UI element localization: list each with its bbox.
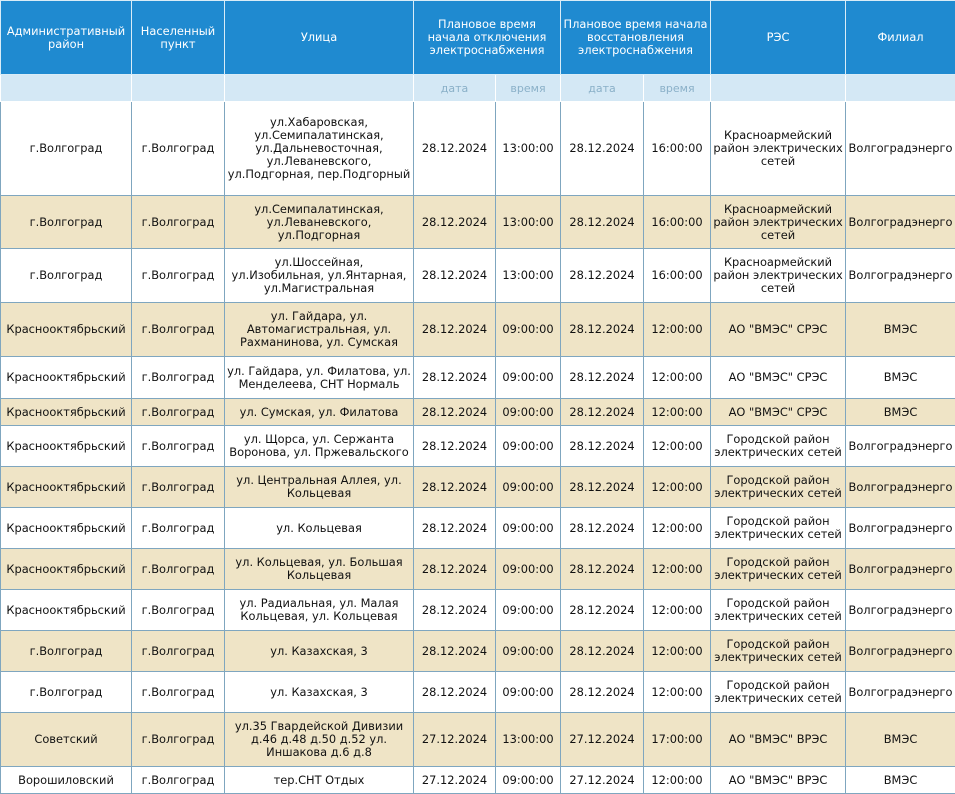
header-locality: Населенный пункт (132, 1, 225, 75)
subheader-empty (132, 75, 225, 102)
cell-on-date: 28.12.2024 (561, 303, 644, 357)
cell-street: ул. Щорса, ул. Сержанта Воронова, ул. Пржевальского (225, 426, 414, 467)
cell-off-date: 28.12.2024 (414, 590, 496, 631)
cell-on-date: 28.12.2024 (561, 672, 644, 713)
table-row (1, 508, 955, 549)
cell-district: Краснооктябрьский (1, 399, 132, 426)
cell-on-time: 12:00:00 (644, 303, 711, 357)
cell-street: тер.СНТ Отдых (225, 767, 414, 794)
cell-res: Городской район электрических сетей (711, 508, 846, 549)
cell-street: ул.Хабаровская, ул.Семипалатинская, ул.Дальневосточная, ул.Леваневского, ул.Подгорная, пер.Подгорный (225, 102, 414, 196)
cell-branch: Волгоградэнерго (846, 549, 955, 590)
cell-off-time: 09:00:00 (496, 303, 561, 357)
cell-on-time: 12:00:00 (644, 549, 711, 590)
cell-branch: Волгоградэнерго (846, 467, 955, 508)
header-res: РЭС (711, 1, 846, 75)
cell-on-time: 12:00:00 (644, 672, 711, 713)
cell-off-date: 28.12.2024 (414, 196, 496, 249)
header-district: Административный район (1, 1, 132, 75)
cell-res: Городской район электрических сетей (711, 467, 846, 508)
cell-locality: г.Волгоград (132, 102, 225, 196)
cell-res: Красноармейский район электрических сетей (711, 102, 846, 196)
cell-off-date: 28.12.2024 (414, 467, 496, 508)
cell-off-date: 28.12.2024 (414, 631, 496, 672)
cell-off-date: 28.12.2024 (414, 303, 496, 357)
cell-locality: г.Волгоград (132, 249, 225, 303)
table-row (1, 399, 955, 426)
cell-on-date: 28.12.2024 (561, 399, 644, 426)
cell-district: Ворошиловский (1, 767, 132, 794)
table-row (1, 549, 955, 590)
cell-res: Городской район электрических сетей (711, 631, 846, 672)
cell-on-time: 16:00:00 (644, 196, 711, 249)
cell-district: г.Волгоград (1, 196, 132, 249)
cell-off-date: 28.12.2024 (414, 249, 496, 303)
table-row (1, 426, 955, 467)
cell-branch: Волгоградэнерго (846, 590, 955, 631)
cell-res: АО "ВМЭС" ВРЭС (711, 713, 846, 767)
cell-on-date: 28.12.2024 (561, 426, 644, 467)
header-off-time: Плановое время начала отключения электроснабжения (414, 1, 561, 75)
cell-district: Краснооктябрьский (1, 303, 132, 357)
table-header (1, 1, 955, 102)
cell-branch: Волгоградэнерго (846, 196, 955, 249)
subheader-on-time: время (644, 75, 711, 102)
cell-locality: г.Волгоград (132, 713, 225, 767)
cell-res: Городской район электрических сетей (711, 549, 846, 590)
cell-street: ул. Кольцевая (225, 508, 414, 549)
table-row (1, 590, 955, 631)
cell-district: г.Волгоград (1, 102, 132, 196)
cell-district: Краснооктябрьский (1, 590, 132, 631)
subheader-empty (1, 75, 132, 102)
cell-district: г.Волгоград (1, 249, 132, 303)
cell-on-time: 17:00:00 (644, 713, 711, 767)
cell-branch: Волгоградэнерго (846, 426, 955, 467)
cell-on-date: 28.12.2024 (561, 102, 644, 196)
cell-on-time: 12:00:00 (644, 467, 711, 508)
cell-off-date: 28.12.2024 (414, 102, 496, 196)
cell-on-time: 12:00:00 (644, 767, 711, 794)
cell-off-time: 09:00:00 (496, 357, 561, 399)
cell-on-date: 28.12.2024 (561, 249, 644, 303)
cell-on-time: 16:00:00 (644, 249, 711, 303)
cell-off-time: 09:00:00 (496, 467, 561, 508)
cell-street: ул.Семипалатинская, ул.Леваневского, ул.Подгорная (225, 196, 414, 249)
cell-res: АО "ВМЭС" ВРЭС (711, 767, 846, 794)
cell-on-date: 28.12.2024 (561, 631, 644, 672)
subheader-on-date: дата (561, 75, 644, 102)
cell-branch: Волгоградэнерго (846, 631, 955, 672)
cell-locality: г.Волгоград (132, 590, 225, 631)
cell-street: ул. Сумская, ул. Филатова (225, 399, 414, 426)
table-row (1, 467, 955, 508)
cell-res: Красноармейский район электрических сетей (711, 249, 846, 303)
cell-on-date: 28.12.2024 (561, 549, 644, 590)
subheader-off-time: время (496, 75, 561, 102)
table-row (1, 196, 955, 249)
header-restore-time: Плановое время начала восстановления электроснабжения (561, 1, 711, 75)
table-row (1, 102, 955, 196)
subheader-empty (711, 75, 846, 102)
cell-off-date: 28.12.2024 (414, 426, 496, 467)
cell-street: ул.Шоссейная, ул.Изобильная, ул.Янтарная, ул.Магистральная (225, 249, 414, 303)
cell-off-time: 09:00:00 (496, 549, 561, 590)
table-row (1, 357, 955, 399)
cell-res: Красноармейский район электрических сетей (711, 196, 846, 249)
cell-locality: г.Волгоград (132, 672, 225, 713)
cell-off-date: 28.12.2024 (414, 357, 496, 399)
cell-street: ул. Кольцевая, ул. Большая Кольцевая (225, 549, 414, 590)
cell-branch: ВМЭС (846, 357, 955, 399)
table-row (1, 303, 955, 357)
cell-res: АО "ВМЭС" СРЭС (711, 303, 846, 357)
header-branch: Филиал (846, 1, 955, 75)
cell-district: Краснооктябрьский (1, 426, 132, 467)
cell-locality: г.Волгоград (132, 303, 225, 357)
cell-on-date: 28.12.2024 (561, 196, 644, 249)
cell-branch: Волгоградэнерго (846, 672, 955, 713)
cell-on-time: 12:00:00 (644, 357, 711, 399)
cell-district: Краснооктябрьский (1, 357, 132, 399)
cell-on-date: 28.12.2024 (561, 508, 644, 549)
cell-off-time: 09:00:00 (496, 631, 561, 672)
cell-locality: г.Волгоград (132, 549, 225, 590)
cell-locality: г.Волгоград (132, 196, 225, 249)
cell-on-time: 12:00:00 (644, 399, 711, 426)
cell-on-time: 12:00:00 (644, 590, 711, 631)
cell-street: ул. Гайдара, ул. Автомагистральная, ул. Рахманинова, ул. Сумская (225, 303, 414, 357)
table-body (1, 102, 955, 794)
table-row (1, 672, 955, 713)
cell-off-time: 09:00:00 (496, 767, 561, 794)
cell-off-time: 13:00:00 (496, 102, 561, 196)
cell-district: Краснооктябрьский (1, 508, 132, 549)
cell-res: Городской район электрических сетей (711, 672, 846, 713)
cell-locality: г.Волгоград (132, 508, 225, 549)
cell-street: ул. Казахская, 3 (225, 672, 414, 713)
cell-branch: ВМЭС (846, 713, 955, 767)
cell-on-time: 12:00:00 (644, 631, 711, 672)
cell-locality: г.Волгоград (132, 767, 225, 794)
cell-off-date: 28.12.2024 (414, 549, 496, 590)
cell-on-date: 28.12.2024 (561, 357, 644, 399)
cell-locality: г.Волгоград (132, 467, 225, 508)
cell-street: ул. Гайдара, ул. Филатова, ул. Менделеева, СНТ Нормаль (225, 357, 414, 399)
cell-district: Советский (1, 713, 132, 767)
subheader-off-date: дата (414, 75, 496, 102)
table-row (1, 713, 955, 767)
cell-on-date: 28.12.2024 (561, 590, 644, 631)
cell-locality: г.Волгоград (132, 426, 225, 467)
cell-off-date: 27.12.2024 (414, 767, 496, 794)
cell-branch: Волгоградэнерго (846, 508, 955, 549)
cell-on-time: 16:00:00 (644, 102, 711, 196)
cell-branch: ВМЭС (846, 303, 955, 357)
cell-off-time: 13:00:00 (496, 713, 561, 767)
cell-branch: ВМЭС (846, 767, 955, 794)
cell-on-time: 12:00:00 (644, 508, 711, 549)
cell-on-date: 27.12.2024 (561, 767, 644, 794)
cell-off-time: 09:00:00 (496, 590, 561, 631)
cell-locality: г.Волгоград (132, 399, 225, 426)
cell-off-time: 09:00:00 (496, 399, 561, 426)
cell-district: Краснооктябрьский (1, 549, 132, 590)
cell-branch: Волгоградэнерго (846, 249, 955, 303)
table-row (1, 631, 955, 672)
cell-locality: г.Волгоград (132, 357, 225, 399)
cell-off-date: 27.12.2024 (414, 713, 496, 767)
cell-off-time: 13:00:00 (496, 249, 561, 303)
header-street: Улица (225, 1, 414, 75)
cell-off-time: 09:00:00 (496, 508, 561, 549)
cell-street: ул. Казахская, 3 (225, 631, 414, 672)
cell-off-time: 09:00:00 (496, 672, 561, 713)
cell-res: АО "ВМЭС" СРЭС (711, 357, 846, 399)
cell-street: ул. Центральная Аллея, ул. Кольцевая (225, 467, 414, 508)
cell-off-time: 13:00:00 (496, 196, 561, 249)
cell-branch: ВМЭС (846, 399, 955, 426)
cell-branch: Волгоградэнерго (846, 102, 955, 196)
subheader-empty (225, 75, 414, 102)
cell-locality: г.Волгоград (132, 631, 225, 672)
cell-res: АО "ВМЭС" СРЭС (711, 399, 846, 426)
table-row (1, 249, 955, 303)
table-row (1, 767, 955, 794)
cell-off-time: 09:00:00 (496, 426, 561, 467)
cell-off-date: 28.12.2024 (414, 399, 496, 426)
cell-district: Краснооктябрьский (1, 467, 132, 508)
cell-district: г.Волгоград (1, 631, 132, 672)
cell-res: Городской район электрических сетей (711, 590, 846, 631)
cell-street: ул. Радиальная, ул. Малая Кольцевая, ул. Кольцевая (225, 590, 414, 631)
cell-off-date: 28.12.2024 (414, 672, 496, 713)
cell-on-date: 27.12.2024 (561, 713, 644, 767)
cell-off-date: 28.12.2024 (414, 508, 496, 549)
subheader-empty (846, 75, 955, 102)
cell-res: Городской район электрических сетей (711, 426, 846, 467)
cell-street: ул.35 Гвардейской Дивизии д.46 д.48 д.50 д.52 ул. Иншакова д.6 д.8 (225, 713, 414, 767)
cell-on-time: 12:00:00 (644, 426, 711, 467)
cell-district: г.Волгоград (1, 672, 132, 713)
cell-on-date: 28.12.2024 (561, 467, 644, 508)
